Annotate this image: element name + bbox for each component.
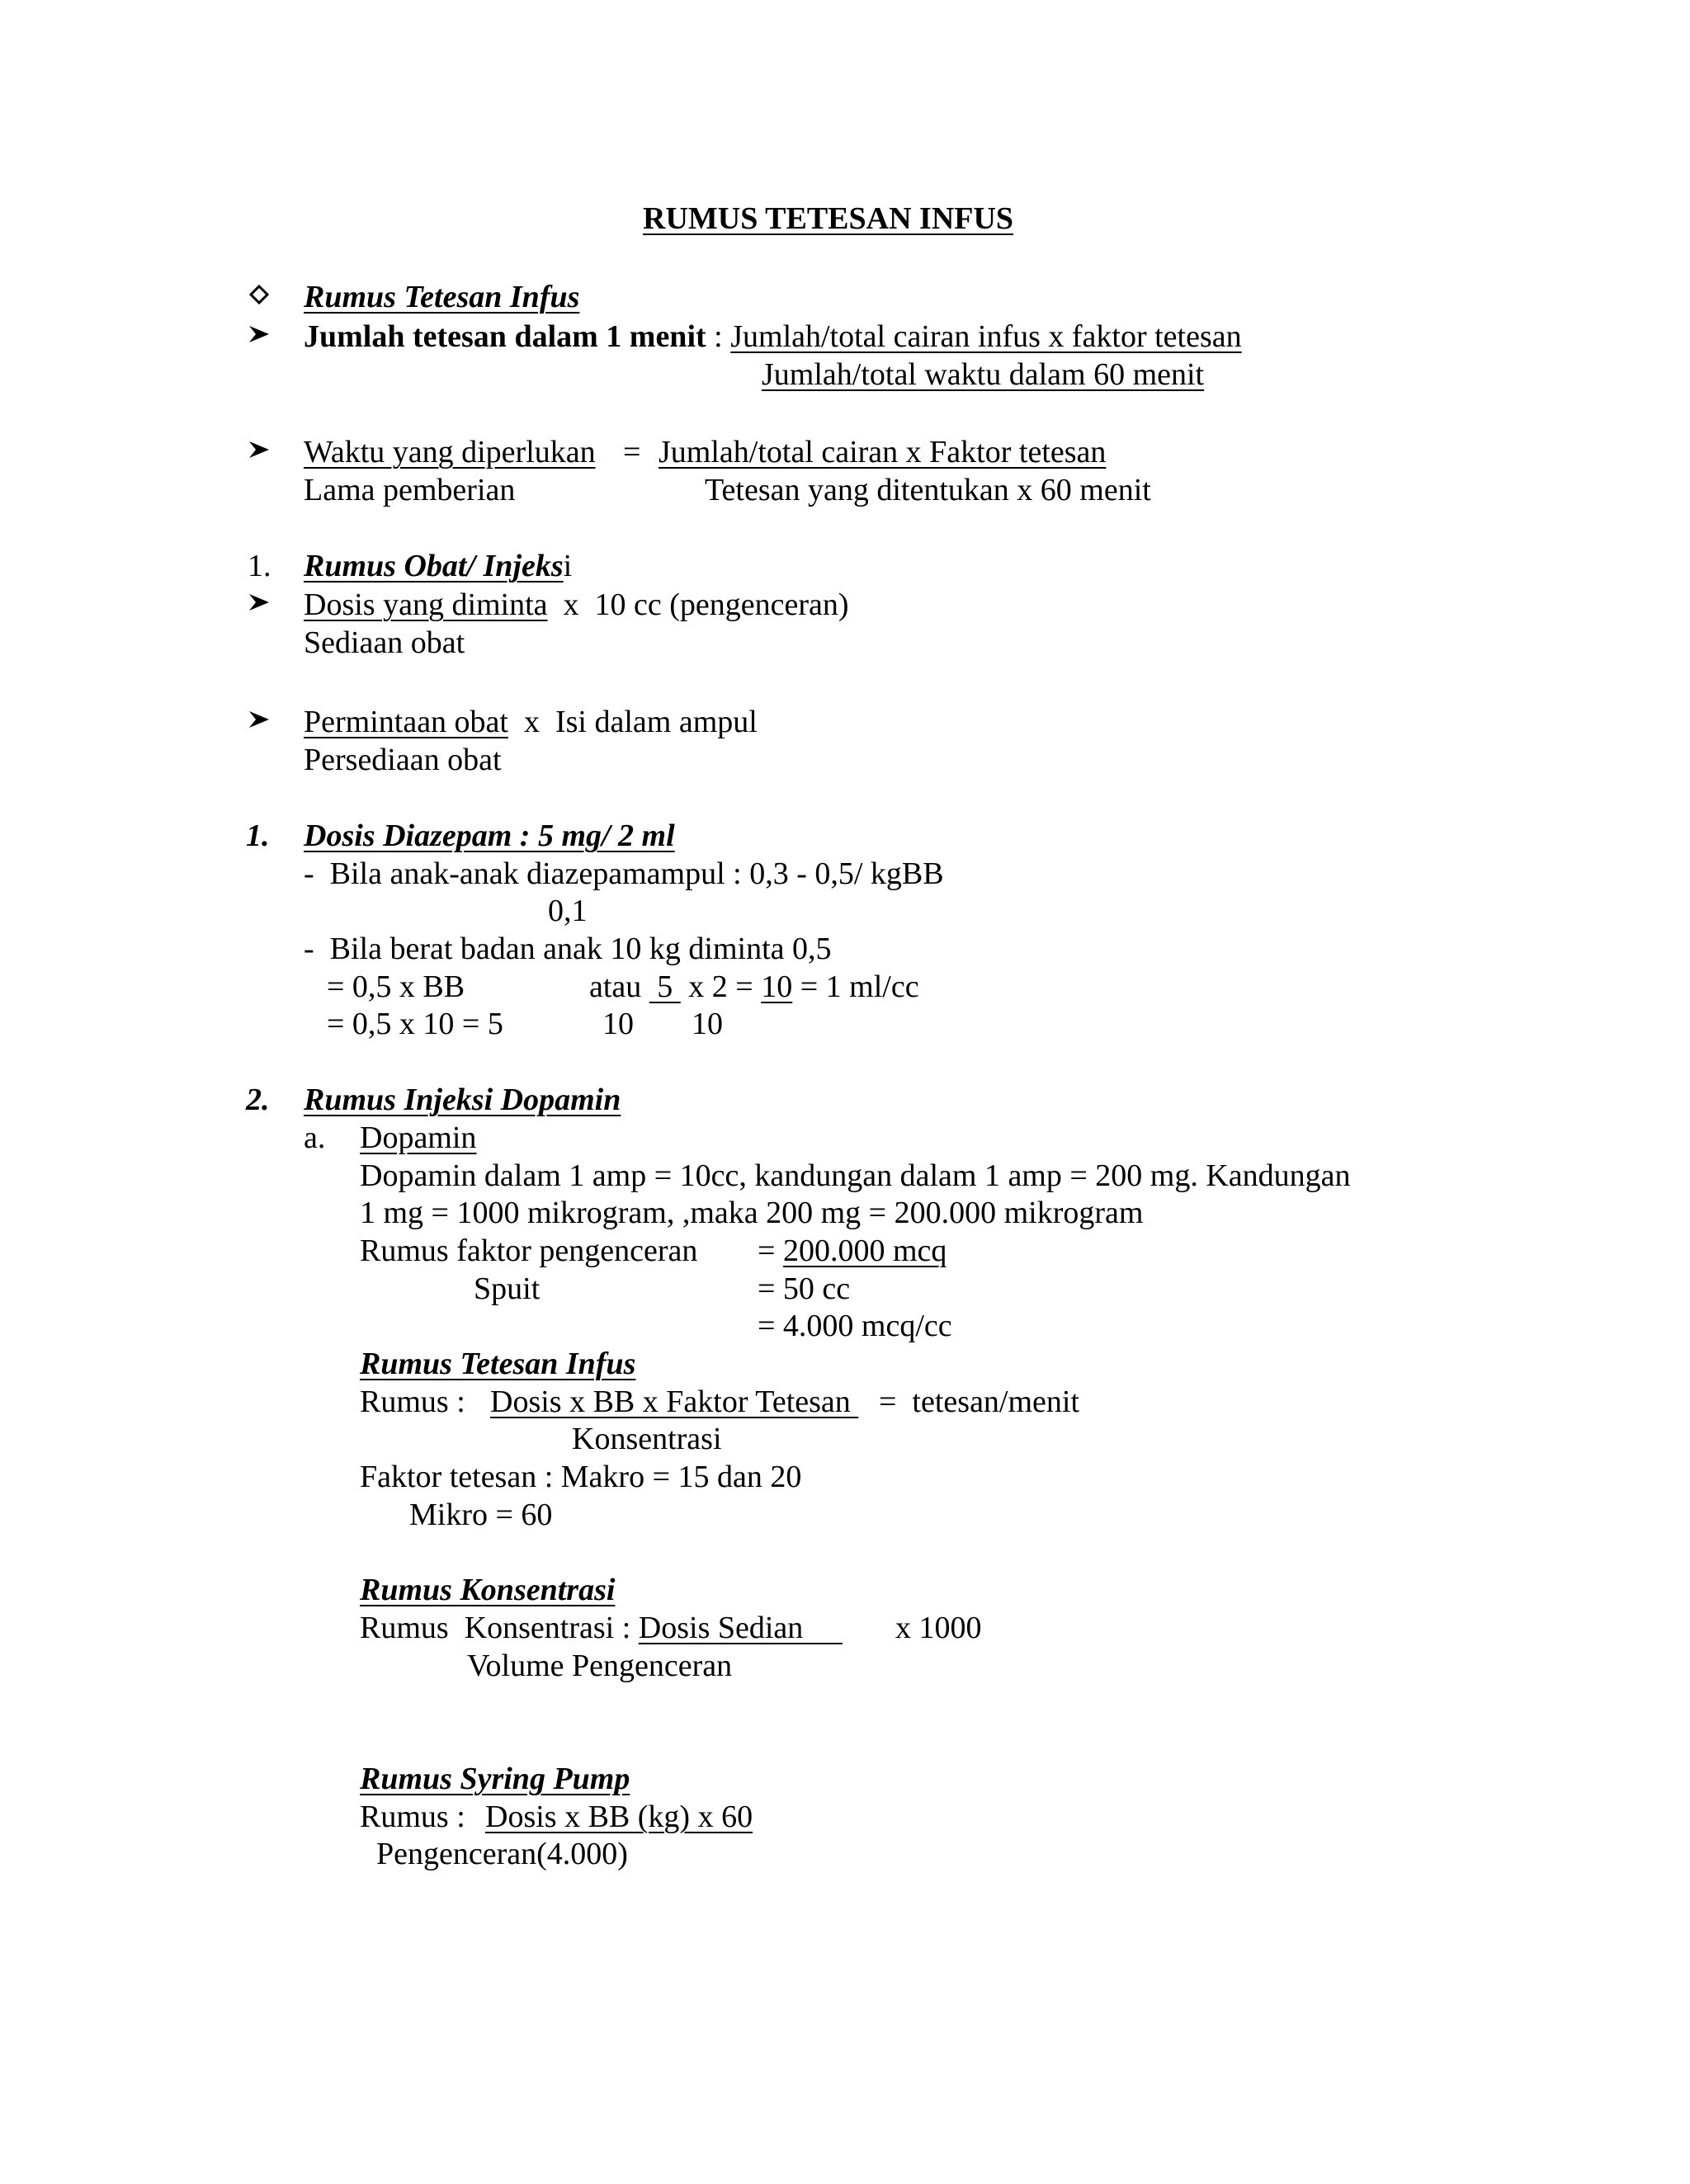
section-heading-obat (304, 550, 572, 582)
sediaan-obat: Sediaan obat (304, 625, 465, 660)
konsentrasi-formula (360, 1612, 843, 1644)
result-value: = 4.000 mcq/cc (758, 1309, 952, 1343)
section-heading-dopamin: Rumus Injeksi Dopamin (304, 1083, 621, 1117)
spuit-label: Spuit (474, 1271, 541, 1306)
diazepam-line2: - Bila berat badan anak 10 kg diminta 0,5 (304, 932, 832, 966)
dosis-rest: x 10 cc (pengenceran) (547, 587, 849, 622)
dosis-label: Dosis yang diminta (304, 587, 548, 622)
dopamin-para2: 1 mg = 1000 mikrogram, ,maka 200 mg = 200.000 mikrogram (360, 1196, 1144, 1230)
section-number: 2. (246, 1083, 270, 1117)
konsentrasi-numerator: Dosis Sedian (638, 1611, 843, 1645)
faktor-tetesan: Faktor tetesan : Makro = 15 dan 20 (360, 1460, 802, 1494)
section-number: 1. (248, 549, 271, 583)
mikro: Mikro = 60 (409, 1498, 553, 1532)
waktu-label: Waktu yang diperlukan (304, 435, 596, 469)
faktor-label: Rumus faktor pengenceran (360, 1234, 698, 1268)
obat-heading-main: Rumus Obat/ Injeks (304, 549, 564, 583)
times-two: x 2 = (680, 969, 762, 1004)
dosis-formula (304, 589, 849, 620)
faktor-eq: = (758, 1234, 783, 1268)
arrow-bullet-icon (248, 324, 271, 344)
faktor-value (758, 1235, 946, 1267)
syring-label: Rumus : (360, 1800, 465, 1834)
arrow-bullet-icon (248, 710, 271, 729)
faktor-val: 200.000 mcq (782, 1234, 947, 1268)
section-heading-diazepam: Dosis Diazepam : 5 mg/ 2 ml (304, 818, 675, 853)
konsentrasi-denominator: Volume Pengenceran (467, 1649, 733, 1683)
diazepam-alt (589, 971, 919, 1002)
sub-heading-dopamin: Dopamin (360, 1120, 477, 1155)
page-title: RUMUS TETESAN INFUS (643, 201, 1014, 236)
tetesan-result: = tetesan/menit (879, 1384, 1080, 1419)
sub-letter: a. (304, 1120, 326, 1155)
spuit-value: = 50 cc (758, 1271, 851, 1306)
fraction-numerator: 5 (649, 969, 681, 1004)
diazepam-line1: - Bila anak-anak diazepamampul : 0,3 - 0,5/ kgBB (304, 856, 944, 891)
konsentrasi-times: x 1000 (895, 1611, 982, 1645)
section-heading-tetesan: Rumus Tetesan Infus (304, 280, 580, 314)
rumus-label: Rumus : (360, 1384, 465, 1419)
ten-underlined: 10 (761, 969, 793, 1004)
tetesan-numerator: Dosis x BB x Faktor Tetesan (490, 1384, 859, 1419)
tetesan-denominator: Konsentrasi (572, 1422, 722, 1456)
jumlah-colon: : (706, 319, 731, 354)
syring-numerator: Dosis x BB (kg) x 60 (485, 1800, 753, 1834)
diazepam-calc2: = 0,5 x 10 = 5 (327, 1007, 503, 1041)
diamond-bullet-icon (249, 285, 269, 304)
jumlah-denominator: Jumlah/total waktu dalam 60 menit (762, 357, 1205, 392)
diazepam-result: = 1 ml/cc (792, 969, 919, 1004)
subheading-tetesan: Rumus Tetesan Infus (360, 1347, 636, 1381)
jumlah-label: Jumlah tetesan dalam 1 menit (304, 319, 706, 354)
obat-heading-tail: i (563, 549, 573, 583)
diazepam-denominator-2: 10 (692, 1007, 723, 1041)
permintaan-label: Permintaan obat (304, 705, 508, 739)
diazepam-denominator-1: 10 (602, 1007, 634, 1041)
section-number: 1. (246, 818, 270, 853)
permintaan-formula (304, 706, 758, 738)
atau-label: atau (589, 969, 642, 1004)
waktu-equals: = (623, 435, 641, 469)
waktu-numerator: Jumlah/total cairan x Faktor tetesan (659, 435, 1107, 469)
diazepam-line1-sub: 0,1 (548, 894, 588, 928)
subheading-konsentrasi: Rumus Konsentrasi (360, 1573, 616, 1607)
jumlah-formula (304, 321, 1242, 352)
permintaan-rest: x Isi dalam ampul (507, 705, 758, 739)
konsentrasi-label: Rumus Konsentrasi : (360, 1611, 639, 1645)
lama-label: Lama pemberian (304, 473, 516, 507)
arrow-bullet-icon (248, 592, 271, 612)
waktu-denominator: Tetesan yang ditentukan x 60 menit (705, 473, 1151, 507)
arrow-bullet-icon (248, 440, 271, 460)
jumlah-numerator: Jumlah/total cairan infus x faktor tetesan (730, 319, 1242, 354)
persediaan-obat: Persediaan obat (304, 743, 502, 777)
diazepam-calc1: = 0,5 x BB (327, 969, 465, 1004)
dopamin-para1: Dopamin dalam 1 amp = 10cc, kandungan dalam 1 amp = 200 mg. Kandungan (360, 1158, 1351, 1193)
syring-denominator: Pengenceran(4.000) (376, 1837, 628, 1871)
subheading-syring: Rumus Syring Pump (360, 1762, 630, 1796)
